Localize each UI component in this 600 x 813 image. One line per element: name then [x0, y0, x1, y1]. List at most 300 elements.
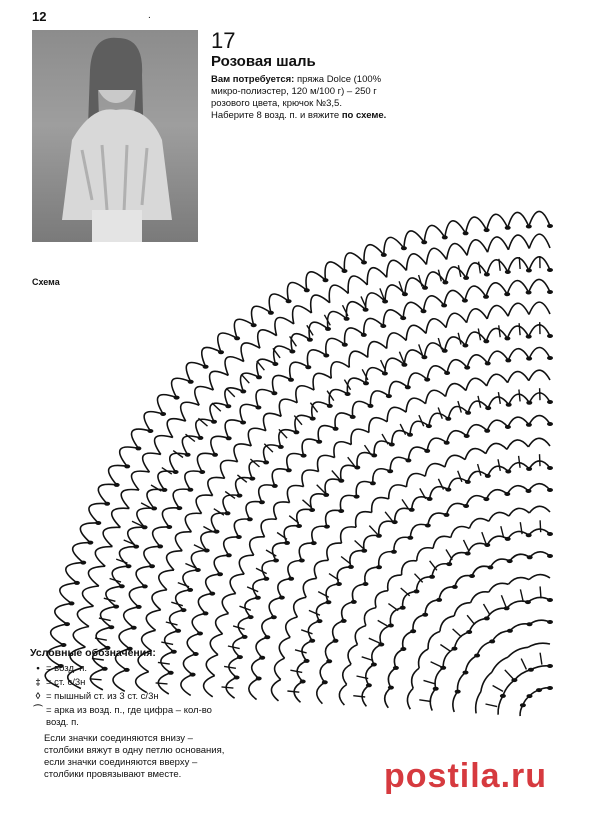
- chain-stitch: [247, 517, 253, 521]
- chain-stitch: [463, 671, 469, 675]
- chain-arch: [202, 347, 221, 366]
- chain-arch: [445, 455, 465, 467]
- chain-stitch: [236, 535, 242, 539]
- chain-stitch: [256, 375, 262, 379]
- legend-item-text: = пышный ст. из 3 ст. с/3н: [46, 691, 159, 702]
- chain-stitch: [426, 424, 432, 428]
- chain-arch: [343, 664, 351, 684]
- chain-arch: [262, 617, 274, 637]
- chain-stitch: [309, 639, 315, 643]
- chain-arch: [467, 355, 488, 368]
- chain-arch: [447, 503, 467, 514]
- chain-stitch: [444, 371, 450, 375]
- chain-arch: [327, 543, 342, 560]
- chain-stitch: [322, 680, 328, 684]
- chain-arch: [425, 272, 445, 288]
- chain-stitch: [311, 541, 317, 545]
- chain-arch: [392, 431, 410, 445]
- chain-arch: [249, 679, 259, 700]
- chain-stitch: [289, 350, 295, 354]
- chain-stitch: [259, 500, 265, 504]
- chain-stitch: [465, 480, 471, 484]
- chain-stitch: [95, 521, 101, 525]
- chain-arch: [197, 453, 215, 472]
- chain-stitch: [489, 639, 495, 643]
- chain-stitch: [226, 436, 232, 440]
- chain-arch: [119, 628, 134, 649]
- chain-arch: [465, 332, 486, 345]
- chain-arch: [329, 285, 348, 303]
- chain-stitch: [547, 686, 553, 690]
- chain-arch: [293, 306, 312, 324]
- chain-stitch: [166, 525, 172, 529]
- chain-stitch: [391, 550, 397, 554]
- chain-arch: [514, 670, 531, 680]
- chain-arch: [468, 401, 488, 413]
- stitch-mark: [521, 659, 526, 670]
- chain-stitch: [225, 511, 231, 515]
- stitch-mark: [453, 629, 462, 637]
- chain-stitch: [474, 654, 480, 658]
- chain-stitch: [547, 268, 553, 272]
- chain-arch: [257, 359, 276, 377]
- chain-arch: [341, 527, 356, 543]
- chain-arch: [196, 495, 213, 513]
- chain-stitch: [293, 430, 299, 434]
- chain-stitch: [527, 555, 533, 559]
- puff-stitch-icon: ◊: [35, 691, 41, 702]
- chain-arch: [426, 319, 446, 334]
- chain-arch: [444, 290, 465, 305]
- stitch-mark: [464, 540, 469, 551]
- chain-arch: [417, 548, 433, 561]
- chain-stitch: [363, 582, 369, 586]
- chain-arch: [162, 508, 179, 527]
- chain-stitch: [506, 403, 512, 407]
- chain-arch: [185, 471, 202, 490]
- chain-stitch: [464, 366, 470, 370]
- chain-arch: [348, 276, 367, 294]
- chain-arch: [248, 428, 266, 446]
- chain-arch: [89, 503, 107, 523]
- chain-arch: [73, 627, 89, 648]
- chain-arch: [185, 513, 201, 532]
- chain-stitch: [507, 559, 513, 563]
- chain-arch: [146, 610, 160, 630]
- chain-arch: [220, 460, 237, 478]
- chain-stitch: [442, 235, 448, 239]
- chain-arch: [389, 485, 407, 499]
- chain-arch: [476, 692, 481, 714]
- chain-arch: [508, 258, 529, 272]
- chain-arch: [508, 235, 529, 250]
- chain-arch: [278, 579, 291, 598]
- chain-arch: [429, 413, 448, 426]
- watermark-logo: postila.ru: [384, 757, 548, 795]
- chain-stitch: [363, 308, 369, 312]
- chain-stitch: [483, 339, 489, 343]
- stitch-mark: [318, 592, 329, 598]
- chain-stitch: [527, 694, 533, 698]
- chain-arch: [186, 363, 205, 382]
- chain-arch: [530, 552, 550, 557]
- chain-arch: [394, 537, 410, 552]
- chain-stitch: [211, 420, 217, 424]
- chain-arch: [355, 626, 366, 645]
- chain-stitch: [485, 406, 491, 410]
- chain-arch: [275, 317, 294, 335]
- chain-stitch: [300, 680, 306, 684]
- materials-label: Вам потребуется:: [211, 74, 295, 85]
- chain-stitch: [526, 423, 532, 427]
- chain-arch: [153, 527, 170, 546]
- chain-arch: [406, 398, 426, 412]
- chain-stitch: [240, 389, 246, 393]
- stitch-mark: [482, 532, 486, 543]
- chain-arch: [273, 543, 287, 561]
- chain-arch: [453, 692, 458, 712]
- chain-stitch: [336, 582, 342, 586]
- chain-arch: [529, 302, 550, 314]
- chain-stitch: [361, 261, 367, 265]
- chain-stitch: [410, 629, 416, 633]
- chain-arch: [486, 443, 507, 453]
- chain-arch: [342, 602, 354, 621]
- chain-stitch: [500, 694, 506, 698]
- chain-stitch: [286, 299, 292, 303]
- chain-stitch: [279, 596, 285, 600]
- chain-stitch: [149, 564, 155, 568]
- chain-arch: [252, 306, 271, 325]
- legend-item-puff: [30, 691, 230, 703]
- chain-arch: [486, 328, 507, 341]
- chain-arch: [349, 351, 368, 367]
- chain-arch: [413, 615, 425, 632]
- chain-stitch: [505, 470, 511, 474]
- chain-arch: [314, 560, 328, 578]
- chain-arch: [443, 649, 454, 668]
- chain-arch: [427, 366, 447, 380]
- chain-arch: [201, 532, 217, 551]
- chain-stitch: [324, 525, 330, 529]
- chain-arch: [238, 617, 250, 637]
- chain-arch: [486, 490, 507, 499]
- chain-stitch: [528, 668, 534, 672]
- chain-arch: [100, 607, 116, 628]
- chain-stitch: [342, 343, 348, 347]
- chain-arch: [407, 474, 426, 487]
- chain-stitch: [526, 467, 532, 471]
- chain-stitch: [547, 664, 553, 668]
- chain-arch: [158, 471, 176, 490]
- chain-arch: [216, 614, 229, 634]
- chain-arch: [176, 590, 190, 610]
- chain-arch: [331, 362, 350, 379]
- stitch-mark: [178, 583, 189, 587]
- chain-arch: [309, 322, 328, 340]
- chain-arch: [468, 471, 488, 482]
- chain-arch: [425, 464, 445, 477]
- legend-item-text: = возд. п.: [46, 663, 88, 674]
- chain-stitch: [452, 585, 458, 589]
- chain-stitch: [212, 453, 218, 457]
- chain-stitch: [203, 611, 209, 615]
- chain-arch: [225, 357, 244, 376]
- chain-stitch: [240, 421, 246, 425]
- chain-arch: [446, 384, 466, 397]
- chain-stitch: [484, 543, 490, 547]
- stitch-mark: [479, 262, 481, 274]
- chain-stitch: [104, 502, 110, 506]
- stitch-mark: [498, 392, 500, 404]
- stitch-mark: [277, 533, 287, 540]
- chain-stitch: [234, 336, 240, 340]
- chain-arch: [510, 554, 530, 561]
- chain-arch: [509, 508, 529, 516]
- chain-stitch: [351, 600, 357, 604]
- chain-stitch: [547, 290, 553, 294]
- chain-stitch: [187, 588, 193, 592]
- chain-stitch: [526, 225, 532, 229]
- chain-stitch: [526, 489, 532, 493]
- stitch-mark: [438, 479, 443, 490]
- chain-arch: [173, 489, 190, 508]
- chain-arch: [211, 513, 227, 532]
- chain-stitch: [463, 504, 469, 508]
- chain-stitch: [382, 372, 388, 376]
- chain-arch: [467, 240, 488, 256]
- chain-arch: [490, 559, 509, 567]
- chain-stitch: [421, 309, 427, 313]
- chain-arch: [284, 526, 299, 543]
- chain-arch: [132, 429, 151, 448]
- stitch-mark: [419, 700, 431, 702]
- chain-stitch: [386, 394, 392, 398]
- stitch-mark: [540, 653, 542, 665]
- chain-arch: [294, 597, 306, 617]
- legend-title: Условные обозначения:: [30, 647, 156, 659]
- chain-stitch: [136, 605, 142, 609]
- chain-arch: [366, 665, 374, 686]
- chain-arch: [192, 613, 205, 633]
- legend-item-chain: [30, 663, 230, 675]
- chain-stitch: [323, 278, 329, 282]
- chain-arch: [261, 519, 276, 537]
- chain-arch: [447, 431, 467, 443]
- stitch-mark: [440, 645, 450, 652]
- chain-stitch: [305, 365, 311, 369]
- stitch-mark: [438, 338, 441, 350]
- chain-arch: [487, 260, 508, 275]
- chain-arch: [307, 350, 326, 367]
- chain-arch: [508, 463, 529, 472]
- chain-arch: [311, 295, 330, 313]
- chain-stitch: [380, 324, 386, 328]
- chain-arch: [120, 447, 139, 466]
- chain-arch: [465, 286, 486, 301]
- stitch-mark: [355, 541, 364, 549]
- chain-arch: [372, 645, 382, 665]
- chain-arch: [406, 254, 426, 271]
- chain-arch: [124, 607, 139, 628]
- legend-item-arch: [30, 705, 230, 729]
- chain-stitch: [436, 598, 442, 602]
- chain-arch: [198, 594, 212, 614]
- chain-stitch: [204, 549, 210, 553]
- chain-stitch: [323, 354, 329, 358]
- chain-stitch: [425, 524, 431, 528]
- chain-stitch: [484, 273, 490, 277]
- chain-arch: [529, 506, 550, 513]
- chain-stitch: [444, 513, 450, 517]
- chain-arch: [253, 579, 266, 598]
- chain-stitch: [427, 497, 433, 501]
- chain-arch: [326, 510, 342, 526]
- chain-arch: [317, 682, 325, 703]
- stitch-mark: [382, 434, 388, 444]
- chain-arch: [263, 413, 281, 431]
- chain-arch: [318, 455, 335, 471]
- chain-arch: [337, 567, 351, 584]
- chain-stitch: [526, 269, 532, 273]
- chain-stitch: [354, 495, 360, 499]
- chain-arch: [183, 570, 198, 590]
- chain-arch: [256, 389, 274, 407]
- stitch-mark: [501, 595, 505, 606]
- chain-stitch: [547, 598, 553, 602]
- chain-stitch: [157, 544, 163, 548]
- chain-arch: [286, 617, 298, 637]
- chain-arch: [370, 391, 388, 406]
- chain-arch: [313, 373, 331, 390]
- chain-stitch: [325, 327, 331, 331]
- chain-arch: [316, 602, 328, 621]
- chain-arch: [136, 566, 152, 586]
- chain-arch: [328, 311, 347, 328]
- chain-arch: [454, 603, 470, 616]
- chain-stitch: [345, 392, 351, 396]
- chain-arch: [455, 576, 472, 587]
- chain-arch: [302, 470, 319, 487]
- chain-stitch: [405, 385, 411, 389]
- chain-arch: [77, 606, 93, 626]
- stitch-mark: [99, 618, 111, 621]
- stitch-mark: [161, 642, 173, 644]
- stitch-mark: [385, 512, 393, 521]
- chain-arch: [380, 626, 391, 645]
- chain-stitch: [464, 434, 470, 438]
- chain-stitch: [249, 477, 255, 481]
- chain-stitch: [370, 481, 376, 485]
- legend-item-text: = арка из возд. п., где цифра – кол-во возд. п.: [46, 705, 212, 728]
- chain-arch: [210, 371, 229, 390]
- chain-arch: [366, 368, 385, 384]
- chain-stitch: [135, 446, 141, 450]
- chain-stitch: [251, 323, 257, 327]
- chain-stitch: [409, 508, 415, 512]
- chain-stitch: [405, 458, 411, 462]
- chain-stitch: [181, 608, 187, 612]
- chain-arch: [424, 343, 444, 357]
- chain-arch: [195, 386, 214, 405]
- chain-arch: [334, 442, 351, 458]
- chain-arch: [528, 597, 550, 602]
- chain-arch: [507, 281, 528, 295]
- chain-icon: •: [36, 663, 40, 674]
- materials-body: пряжа Dolce (100% микро-полиэстер, 120 м/100 г) – 250 г розового цвета, крючок №3,5.: [211, 74, 382, 109]
- stitch-mark: [540, 454, 541, 466]
- chain-stitch: [326, 659, 332, 663]
- chain-arch: [241, 343, 260, 362]
- chain-arch: [368, 342, 387, 358]
- chain-arch: [492, 631, 510, 642]
- chain-stitch: [469, 574, 475, 578]
- chain-stitch: [286, 468, 292, 472]
- chain-stitch: [327, 404, 333, 408]
- chain-arch: [529, 279, 550, 292]
- chain-stitch: [288, 378, 294, 382]
- chain-arch: [448, 478, 468, 489]
- chain-arch: [435, 668, 443, 689]
- chain-arch: [303, 578, 316, 597]
- chain-stitch: [520, 703, 526, 707]
- chain-arch: [362, 685, 369, 706]
- chain-stitch: [256, 677, 262, 681]
- chain-stitch: [484, 429, 490, 433]
- chain-stitch: [87, 541, 93, 545]
- stitch-mark: [519, 257, 520, 269]
- chain-stitch: [526, 533, 532, 537]
- chain-arch: [103, 527, 120, 546]
- chain-arch: [172, 378, 191, 397]
- chain-stitch: [361, 549, 367, 553]
- chain-stitch: [160, 412, 166, 416]
- stitch-mark: [378, 620, 388, 626]
- chain-arch: [469, 519, 488, 529]
- chain-arch: [60, 583, 77, 604]
- chain-stitch: [463, 276, 469, 280]
- chain-arch: [419, 649, 429, 668]
- chain-stitch: [309, 508, 315, 512]
- chain-stitch: [151, 506, 157, 510]
- chain-arch: [206, 574, 220, 593]
- header-mark: .: [148, 10, 151, 21]
- chain-arch: [279, 637, 290, 658]
- chain-stitch: [484, 616, 490, 620]
- chain-arch: [375, 591, 388, 608]
- chain-arch: [167, 551, 183, 570]
- pattern-title: Розовая шаль: [211, 53, 316, 70]
- chain-arch: [487, 305, 508, 318]
- chain-arch: [488, 466, 509, 476]
- chain-arch: [350, 551, 364, 567]
- chain-arch: [403, 631, 414, 649]
- chain-arch: [439, 587, 455, 600]
- chain-arch: [269, 294, 288, 313]
- chain-arch: [234, 444, 251, 462]
- stitch-mark: [369, 526, 377, 535]
- chain-arch: [170, 453, 188, 472]
- stitch-mark: [493, 686, 503, 692]
- page-number: 12: [32, 9, 47, 24]
- chain-arch: [326, 584, 339, 602]
- chain-arch: [372, 498, 389, 513]
- chain-arch: [274, 346, 293, 364]
- chain-arch: [234, 519, 249, 537]
- stitch-mark: [266, 550, 276, 556]
- chain-arch: [385, 688, 391, 708]
- chain-stitch: [442, 349, 448, 353]
